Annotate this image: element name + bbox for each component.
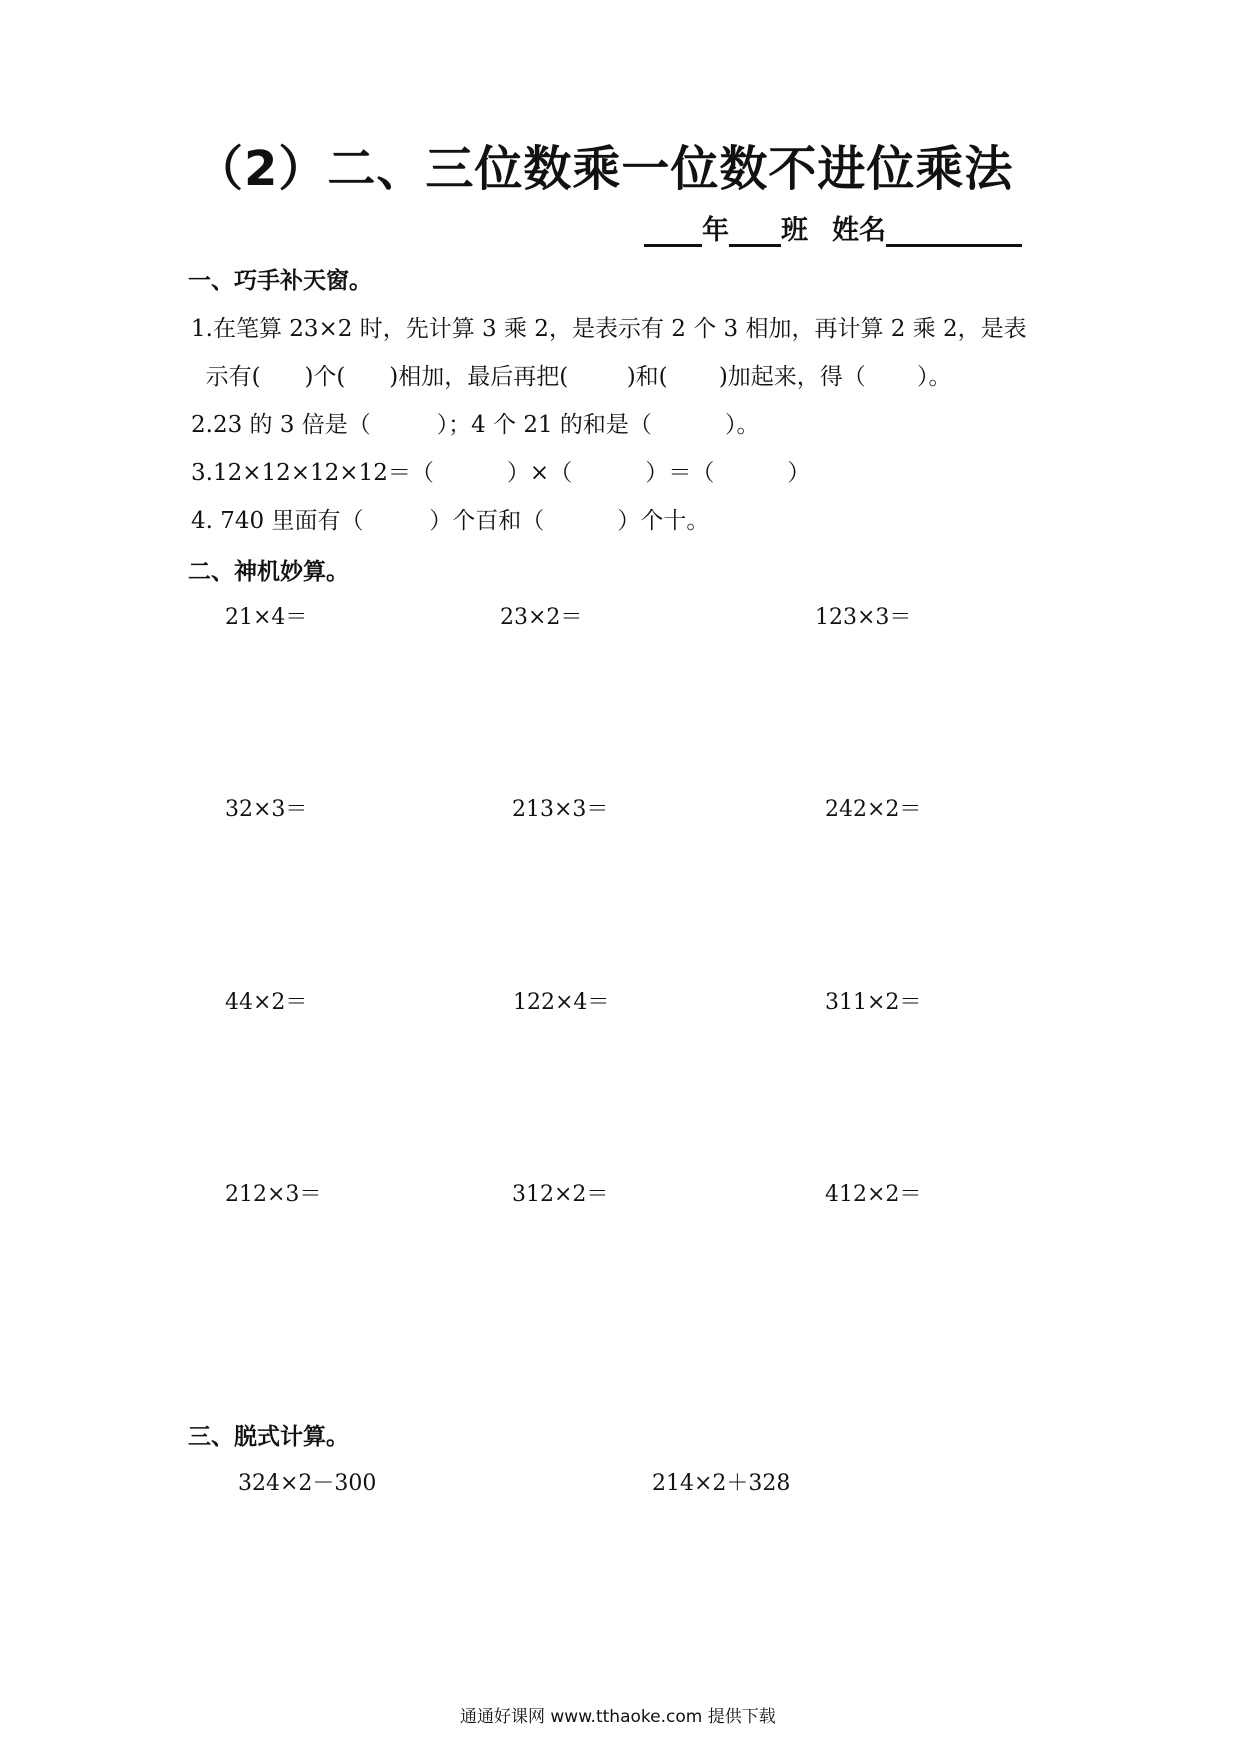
calc-problem: 311×2＝	[825, 990, 922, 1015]
question4: 4. 740 里面有（ ）个百和（ ）个十。	[191, 508, 710, 534]
section1-heading: 一、巧手补天窗。	[188, 268, 372, 294]
calc-problem: 123×3＝	[815, 605, 912, 630]
footer-credit: 通通好课网 www.tthaoke.com 提供下载	[460, 1707, 776, 1727]
calc-problem: 32×3＝	[225, 797, 308, 822]
question2: 2.23 的 3 倍是（ ）；4 个 21 的和是（ ）。	[191, 412, 760, 438]
name-blank[interactable]	[886, 214, 1022, 247]
class-blank[interactable]	[729, 214, 781, 247]
calc-problem: 312×2＝	[512, 1182, 609, 1207]
calc-problem: 44×2＝	[225, 990, 308, 1015]
page-title: （2）二、三位数乘一位数不进位乘法	[195, 141, 1014, 197]
question1-line1: 1.在笔算 23×2 时，先计算 3 乘 2，是表示有 2 个 3 相加，再计算 2 乘 2，是表	[191, 316, 1027, 342]
name-label: 姓名	[832, 215, 886, 246]
grade-label: 年	[702, 215, 729, 246]
section3-heading: 三、脱式计算。	[188, 1424, 349, 1450]
calc-problem: 21×4＝	[225, 605, 308, 630]
question3: 3.12×12×12×12＝（ ）×（ ）＝（ ）	[191, 460, 811, 486]
calc-problem: 412×2＝	[825, 1182, 922, 1207]
calc-problem: 122×4＝	[513, 990, 610, 1015]
stepwise-problem: 214×2＋328	[652, 1471, 791, 1496]
calc-problem: 213×3＝	[512, 797, 609, 822]
question1-line2: 示有( )个( )相加，最后再把( )和( )加起来，得（ ）。	[191, 364, 952, 390]
student-info-row	[644, 208, 1022, 247]
class-label: 班	[781, 215, 808, 246]
stepwise-problem: 324×2－300	[238, 1471, 377, 1496]
calc-problem: 23×2＝	[500, 605, 583, 630]
calc-problem: 212×3＝	[225, 1182, 322, 1207]
calc-problem: 242×2＝	[825, 797, 922, 822]
grade-blank[interactable]	[644, 214, 702, 247]
section2-heading: 二、神机妙算。	[188, 559, 349, 585]
